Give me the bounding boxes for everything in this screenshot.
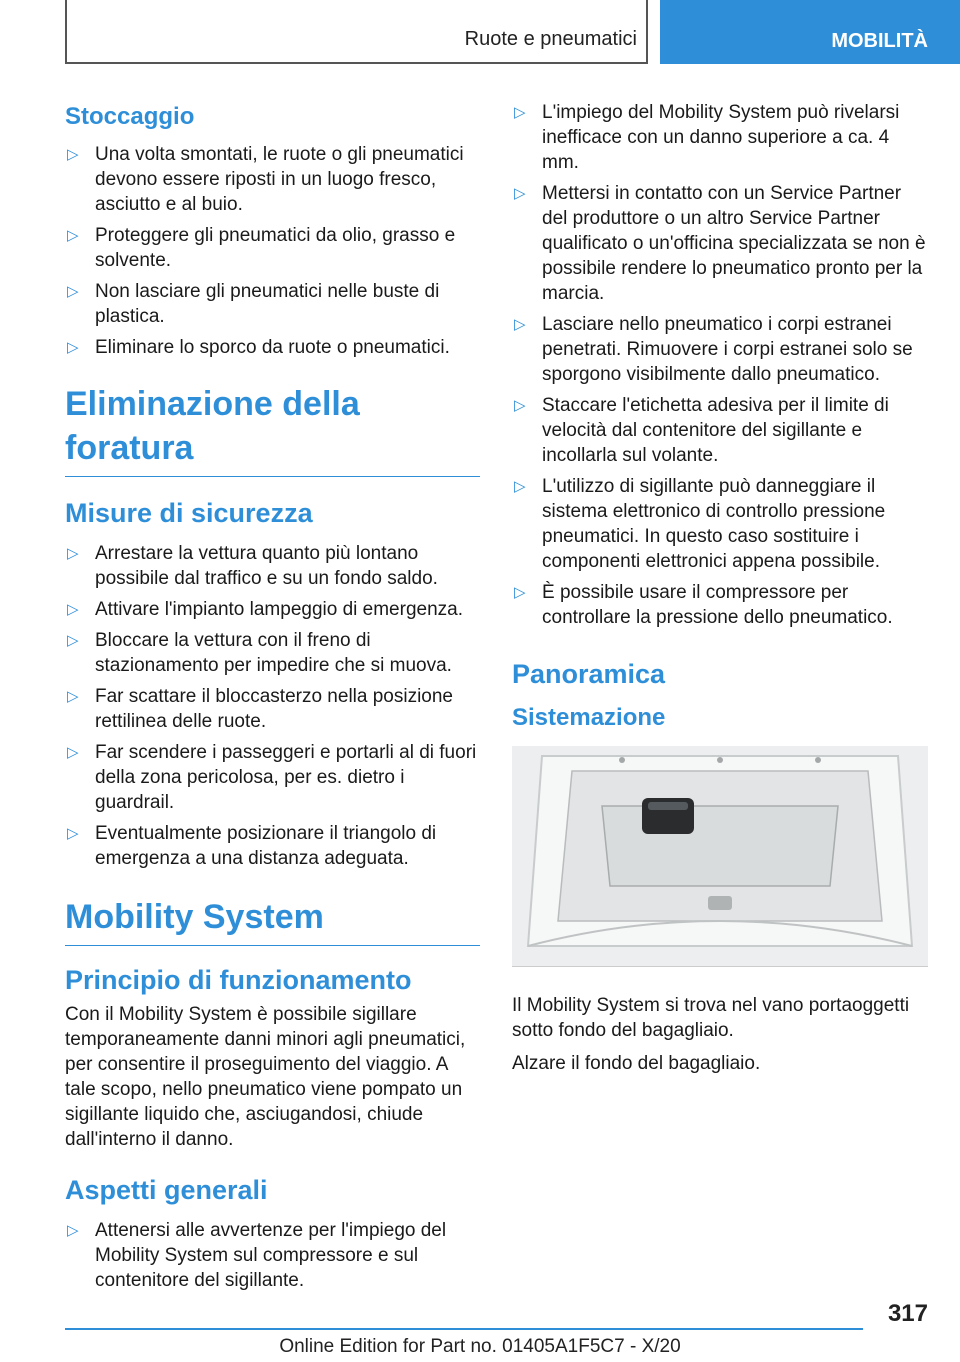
page-number: 317 xyxy=(887,1300,928,1327)
list-item-text: Staccare l'etichetta adesiva per il limite di velocità dal contenitore del sigillante e incollarla sul volante. xyxy=(542,395,889,466)
list-item-text: Far scendere i passeggeri e portarli al di fuori della zona pericolosa, per es. dietro i guardrail. xyxy=(95,742,477,813)
list-item xyxy=(512,474,928,574)
bullet-triangle-icon: ▷ xyxy=(514,584,526,601)
bullet-triangle-icon: ▷ xyxy=(67,545,79,562)
left-column xyxy=(65,100,480,1299)
list-mobility-notes xyxy=(512,100,928,630)
list-aspetti-generali xyxy=(65,1218,480,1293)
list-item xyxy=(65,628,480,678)
chapter-tab[interactable]: MOBILITÀ xyxy=(660,0,960,64)
list-stoccaggio xyxy=(65,142,480,360)
bullet-triangle-icon: ▷ xyxy=(514,397,526,414)
list-item-text: Attivare l'impianto lampeggio di emergenza. xyxy=(95,599,463,620)
list-item xyxy=(65,223,480,273)
heading-misure-sicurezza: Misure di sicurezza xyxy=(65,498,313,528)
list-item xyxy=(65,541,480,591)
list-item-text: Arrestare la vettura quanto più lontano possibile dal traffico e su un fondo saldo. xyxy=(95,543,438,589)
list-misure-sicurezza xyxy=(65,541,480,871)
list-item xyxy=(65,740,480,815)
list-item xyxy=(512,181,928,306)
heading-stoccaggio: Stoccaggio xyxy=(65,103,195,130)
trunk-image xyxy=(512,746,928,967)
heading-sistemazione: Sistemazione xyxy=(512,704,666,731)
header-section-title: Ruote e pneumatici xyxy=(464,28,637,50)
bullet-triangle-icon: ▷ xyxy=(67,227,79,244)
list-item-text: Non lasciare gli pneumatici nelle buste di plastica. xyxy=(95,281,440,327)
list-item xyxy=(65,1218,480,1293)
heading-aspetti-generali: Aspetti generali xyxy=(65,1175,268,1205)
list-item-text: L'utilizzo di sigillante può danneggiare il sistema elettronico di controllo pressione pneumatici. In questo caso sostituire i componenti elettronici appena possibile. xyxy=(542,476,886,572)
bullet-triangle-icon: ▷ xyxy=(67,632,79,649)
heading-eliminazione-foratura: Eliminazione della foratura xyxy=(65,382,480,477)
list-item-text: Far scattare il bloccasterzo nella posizione rettilinea delle ruote. xyxy=(95,686,454,732)
list-item xyxy=(65,335,480,360)
list-item-text: Una volta smontati, le ruote o gli pneumatici devono essere riposti in un luogo fresco, asciutto e al buio. xyxy=(95,144,464,215)
para-alzare-fondo: Alzare il fondo del bagagliaio. xyxy=(512,1053,761,1074)
bullet-triangle-icon: ▷ xyxy=(67,1222,79,1239)
bullet-triangle-icon: ▷ xyxy=(67,339,79,356)
bullet-triangle-icon: ▷ xyxy=(514,185,526,202)
list-item-text: Mettersi in contatto con un Service Partner del produttore o un altro Service Partner qualificato o un'officina specializzata se non è possibile rendere lo pneumatico pronto per la marcia. xyxy=(542,183,926,304)
principio-text: Con il Mobility System è possibile sigillare temporaneamente danni minori agli pneumatici, per consentire il proseguimento del viaggio. A tale scopo, nello pneumatico viene pompato un sigillante liquido che, asciugandosi, chiude dall'interno il danno. xyxy=(65,1004,466,1150)
list-item xyxy=(512,580,928,630)
list-item xyxy=(65,597,480,622)
list-item-text: Eliminare lo sporco da ruote o pneumatici. xyxy=(95,337,450,358)
trunk-illustration xyxy=(512,746,928,966)
footer-edition: Online Edition for Part no. 01405A1F5C7 - X/20 xyxy=(279,1336,681,1357)
list-item-text: Proteggere gli pneumatici da olio, grasso e solvente. xyxy=(95,225,456,271)
list-item-text: Attenersi alle avvertenze per l'impiego del Mobility System sul compressore e sul contenitore del sigillante. xyxy=(95,1220,447,1291)
list-item xyxy=(512,393,928,468)
heading-panoramica: Panoramica xyxy=(512,659,666,689)
bullet-triangle-icon: ▷ xyxy=(514,316,526,333)
bullet-triangle-icon: ▷ xyxy=(514,478,526,495)
bullet-triangle-icon: ▷ xyxy=(67,825,79,842)
list-item xyxy=(65,821,480,871)
para-mobility-location: Il Mobility System si trova nel vano portaoggetti sotto fondo del bagagliaio. xyxy=(512,995,910,1041)
bullet-triangle-icon: ▷ xyxy=(67,744,79,761)
list-item-text: Bloccare la vettura con il freno di stazionamento per impedire che si muova. xyxy=(95,630,452,676)
bullet-triangle-icon: ▷ xyxy=(514,104,526,121)
list-item xyxy=(65,142,480,217)
heading-principio: Principio di funzionamento xyxy=(65,965,412,995)
list-item-text: Lasciare nello pneumatico i corpi estranei penetrati. Rimuovere i corpi estranei solo se sporgono visibilmente dallo pneumatico. xyxy=(542,314,913,385)
list-item xyxy=(512,312,928,387)
heading-mobility-system: Mobility System xyxy=(65,895,480,946)
bullet-triangle-icon: ▷ xyxy=(67,146,79,163)
bullet-triangle-icon: ▷ xyxy=(67,601,79,618)
list-item xyxy=(65,279,480,329)
right-column xyxy=(512,100,928,1082)
footer-divider xyxy=(65,1328,863,1330)
list-item xyxy=(512,100,928,175)
bullet-triangle-icon: ▷ xyxy=(67,688,79,705)
bullet-triangle-icon: ▷ xyxy=(67,283,79,300)
list-item-text: Eventualmente posizionare il triangolo di emergenza a una distanza adeguata. xyxy=(95,823,437,869)
list-item xyxy=(65,684,480,734)
list-item-text: L'impiego del Mobility System può rivelarsi inefficace con un danno superiore a ca. 4 mm. xyxy=(542,102,900,173)
list-item-text: È possibile usare il compressore per controllare la pressione dello pneumatico. xyxy=(542,582,893,628)
